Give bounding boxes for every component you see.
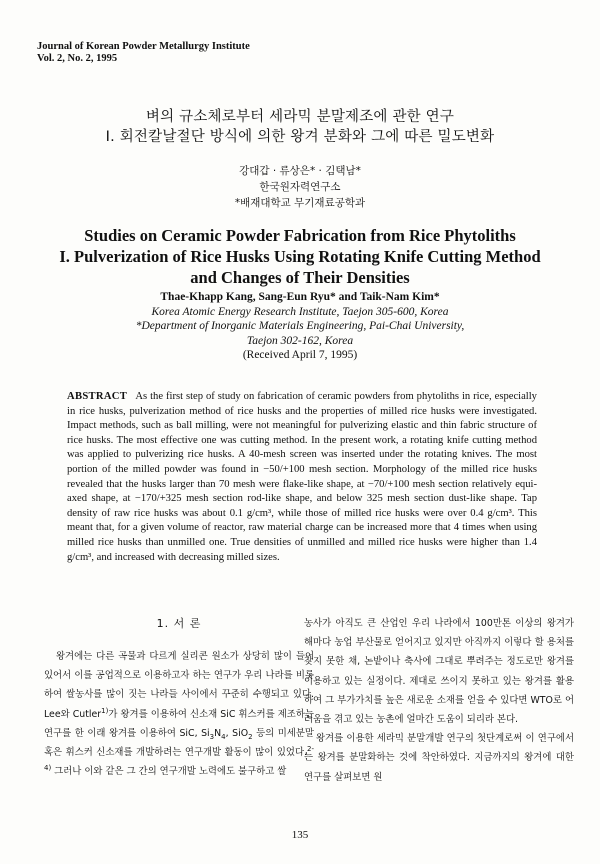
korean-title-line1: 벼의 규소체로부터 세라믹 분말제조에 관한 연구: [145, 109, 455, 125]
english-affiliation1: Korea Atomic Energy Research Institute, Taejon 305-600, Korea: [151, 305, 449, 318]
english-title-line1: Studies on Ceramic Powder Fabrication from Rice Phytoliths: [84, 226, 516, 245]
korean-affiliation2: *배재대학교 무기재료공학과: [234, 197, 366, 209]
body-right-column: [304, 614, 574, 787]
korean-title: [0, 107, 600, 147]
body-paragraph: 왕겨를 이용한 세라믹 분말개발 연구의 첫단계로써 이 연구에서는 왕겨를 분말화하는 것에 착안하였다. 지금까지의 왕겨에 대한 연구를 살펴보면 원: [304, 733, 574, 783]
received-date: (Received April 7, 1995): [242, 349, 358, 361]
english-authors: Thae-Khapp Kang, Sang-Eun Ryu* and Taik-Nam Kim*: [160, 291, 440, 303]
korean-authors-block: [0, 163, 600, 211]
english-affiliation2a: *Department of Inorganic Materials Engineering, Pai-Chai University,: [135, 320, 465, 332]
abstract: [67, 390, 537, 565]
korean-authors: 강대갑 · 류상은* · 김택남*: [239, 165, 361, 177]
journal-volume: Vol. 2, No. 2, 1995: [37, 53, 118, 64]
korean-affiliation1: 한국원자력연구소: [259, 181, 341, 193]
journal-name: Journal of Korean Powder Metallurgy Institute: [37, 41, 250, 52]
body-paragraph: 농사가 아직도 큰 산업인 우리 나라에서 100만톤 이상의 왕겨가 해마다 농업 부산물로 얻어지고 있지만 아직까지 이렇다 할 용처를 찾지 못한 채, 논밭이나 축사에 그대로 뿌려주는 정도로만 왕겨를 이용하고 있는 실정이다. 제대로 쓰이지 못하고 있는 왕겨를 활용하여 그 부가가치를 높은 새로운 소재를 얻을 수 있다면 WTO로 어려움을 겪고 있는 농촌에 얼마간 도움이 되리라 본다.: [304, 618, 574, 726]
english-title-line2: I. Pulverization of Rice Husks Using Rotating Knife Cutting Method: [59, 247, 541, 266]
section-title: 1. 서 론: [156, 617, 202, 630]
english-affiliation2b: Taejon 302-162, Korea: [246, 334, 354, 347]
body-paragraph: 왕겨에는 다른 곡물과 다르게 실리콘 원소가 상당히 많이 들어 있어서 이를 공업적으로 이용하고자 하는 연구가 우리 나라를 비롯하여 쌀농사를 많이 짓는 나라들 사이에서 꾸준히 수행되고 있다. Lee와 Cutler$^{1)}$가 왕겨를 이용하여 신소재 SiC 휘스커를 제조하는 연구를 한 이래 왕겨를 이용하여 SiC, $Si_3N_4$, SiO$_2$ 등의 미세분말 혹은 휘스커 신소재를 개발하려는 연구개발 활동이 많이 있었다.$^{2-4)}$ 그러나 이와 같은 그 간의 연구개발 노력에도 불구하고 쌀: [44, 651, 314, 778]
abstract-text: As the first step of study on fabrication of ceramic powders from phytoliths in rice, especially in rice husks, pulverization method of rice husks and the properties of milled rice husks were investigated. Impact methods, such as ball milling, were not meaningful for pulverizing elastic and thin fabric structure of rice husks. The most effective one was cutting method. In the present work, a rotating knife cutting method was applied to pulverizing rice husks. A 40-mesh screen was inserted under the rotating knives. The most portion of the milled powder was found in −50/+100 mesh section. Morphology of the milled rice husks revealed that the husks larger than 70 mesh were flake-like shape, at −70/+100 mesh section relatively equi-axed shape, at −170/+325 mesh section rod-like shape, and below 325 mesh section dust-like shape. Tap density of raw rice husks was about 0.1 g/cm³, while those of milled rice husks were over 0.4 g/cm³. This meant that, for a given volume of reactor, raw material charge can be increased more that 4 times when using milled rice husks than unmilled one. True densities of unmilled and milled rice husks were higher than 1.4 g/cm³, and increased with decreasing milled sizes.: [67, 391, 537, 563]
abstract-label: ABSTRACT: [67, 391, 128, 402]
english-authors-block: [0, 290, 600, 363]
body-left-column: [44, 614, 314, 781]
page-number: 135: [291, 829, 309, 841]
journal-header: [37, 41, 250, 65]
english-title: [0, 225, 600, 288]
english-title-line3: and Changes of Their Densities: [190, 268, 410, 287]
korean-title-line2: I. 회전칼날절단 방식에 의한 왕겨 분화와 그에 따른 밀도변화: [105, 129, 495, 145]
